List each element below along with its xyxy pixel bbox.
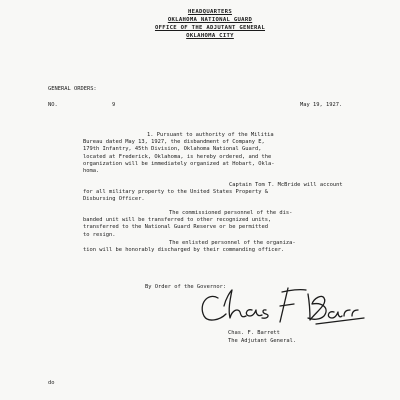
paragraph-4-line: tion will be honorably discharged by their commanding officer. (83, 247, 285, 254)
paragraph-3 (83, 210, 383, 239)
paragraph-3-line: to resign. (83, 231, 116, 238)
by-order-line: By Order of the Governor: (145, 284, 227, 290)
paragraph-1-line: located at Frederick, Oklahoma, is hereby ordered, and the (83, 153, 272, 160)
paragraph-1-line: 179th Infantry, 45th Division, Oklahoma National Guard, (83, 146, 262, 153)
paragraph-3-line: banded unit will be transferred to other recognized units, (83, 217, 272, 224)
order-no-label: NO. (48, 102, 58, 108)
header-line-2: OKLAHOMA NATIONAL GUARD (167, 17, 253, 23)
paragraph-2 (83, 182, 383, 204)
paragraph-3-line: The commissioned personnel of the dis- (169, 210, 293, 216)
header-line-1: HEADQUARTERS (187, 9, 232, 15)
paragraph-4 (83, 240, 383, 254)
general-orders-label: GENERAL ORDERS: (48, 86, 97, 92)
letterhead (110, 8, 310, 40)
paragraph-2-line: Disbursing Officer. (83, 196, 145, 203)
paragraph-2-line: Captain Tom T. McBride will account (229, 182, 343, 188)
typist-initials: do (48, 380, 55, 386)
header-line-4: OKLAHOMA CITY (186, 33, 234, 39)
paragraph-1 (83, 132, 383, 175)
paragraph-2-line: for all military property to the United States Property & (83, 189, 268, 196)
header-line-3: OFFICE OF THE ADJUTANT GENERAL (154, 25, 266, 31)
paragraph-4-line: The enlisted personnel of the organiza- (169, 240, 296, 246)
paragraph-1-line: homa. (83, 168, 100, 175)
paragraph-1-line: Bureau dated May 13, 1927, the disbandment of Company E, (83, 139, 265, 146)
signer-title: The Adjutant General. (228, 338, 297, 344)
signer-name: Chas. F. Barrett (228, 330, 280, 336)
order-date: May 19, 1927. (300, 102, 343, 108)
order-number: 9 (112, 102, 116, 108)
paragraph-1-line: organization will be immediately organized at Hobart, Okla- (83, 160, 275, 167)
paragraph-1-line: 1. Pursuant to authority of the Militia (147, 132, 274, 138)
paragraph-3-line: transferred to the National Guard Reserve or be permitted (83, 224, 268, 231)
handwritten-signature (196, 282, 366, 328)
